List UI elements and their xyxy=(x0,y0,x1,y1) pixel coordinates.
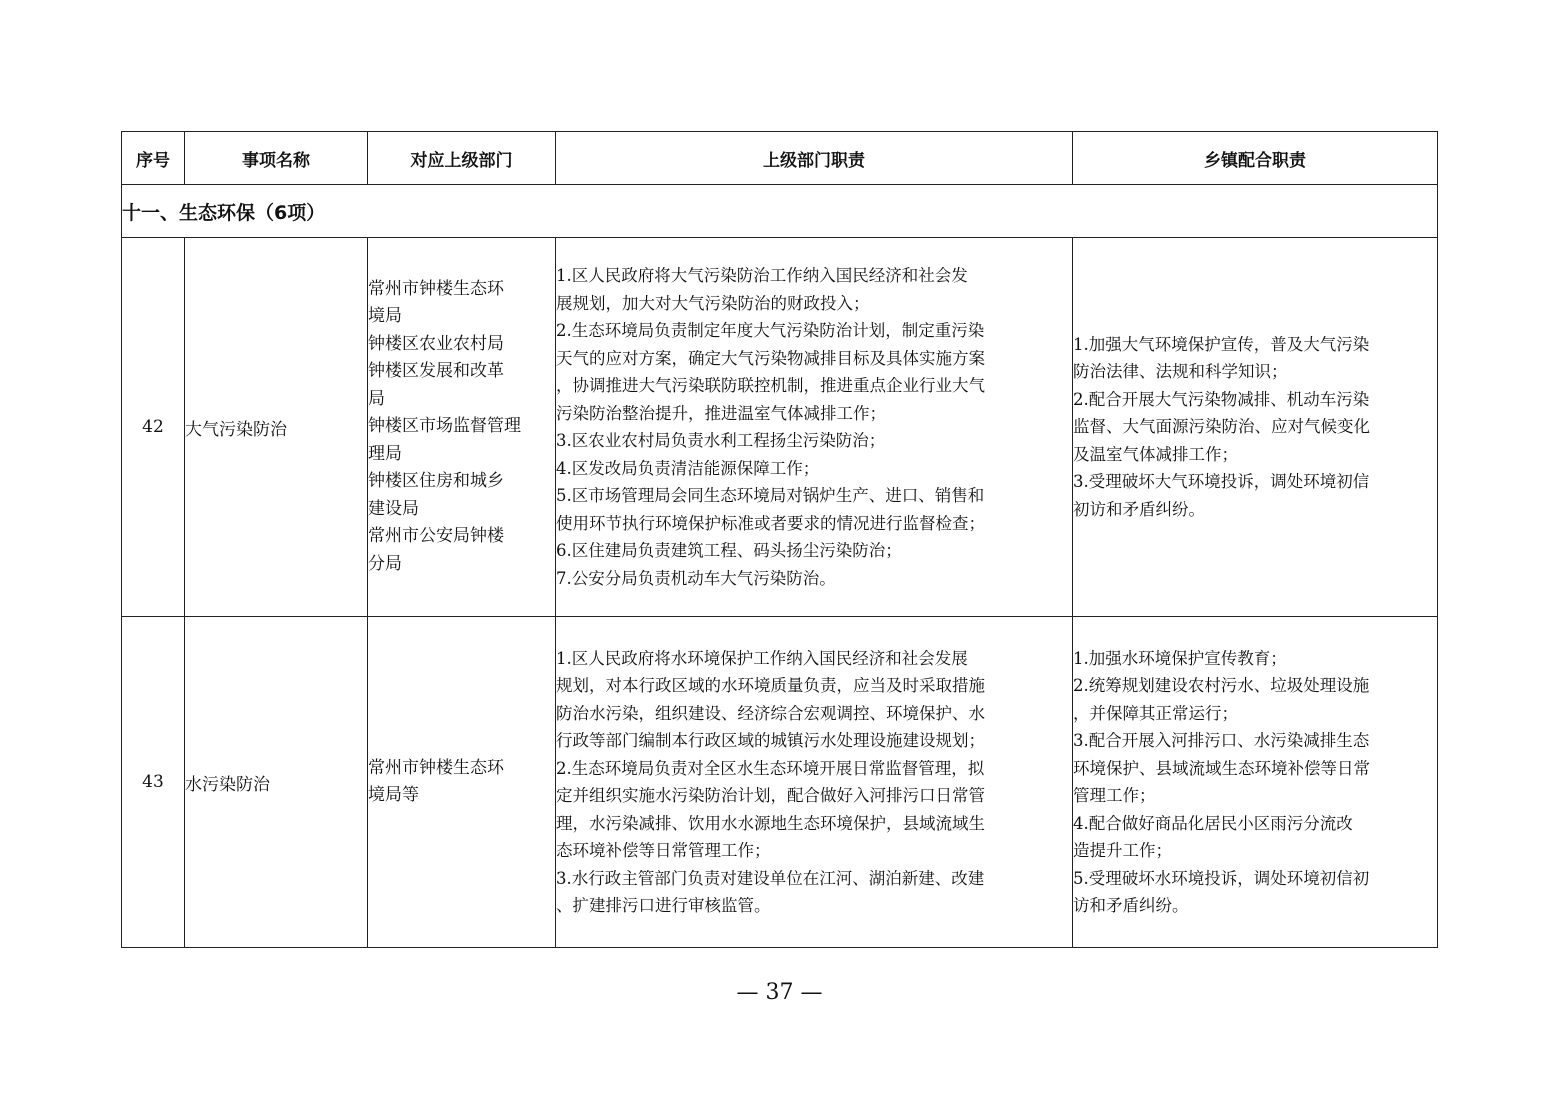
town-duty-line: 造提升工作； xyxy=(1073,841,1172,860)
dept-line: 局 xyxy=(368,388,385,409)
item-name: 大气污染防治 xyxy=(185,238,368,617)
town-duty-line: 初访和矛盾纠纷。 xyxy=(1073,499,1205,519)
section-row xyxy=(122,185,1438,238)
duty-line: 7.公安分局负责机动车大气污染防治。 xyxy=(556,568,836,588)
superior-duties-cell xyxy=(556,617,1073,948)
table-row xyxy=(122,238,1438,617)
duty-line: 防治水污染，组织建设、经济综合宏观调控、环境保护、水 xyxy=(556,703,985,723)
town-duty-line: 4.配合做好商品化居民小区雨污分流改 xyxy=(1073,813,1353,833)
town-duty-line: 1.加强水环境保护宣传教育； xyxy=(1073,648,1287,668)
town-duties-cell xyxy=(1073,238,1438,617)
dept-line: 钟楼区农业农村局 xyxy=(368,333,504,354)
dept-line: 常州市钟楼生态环 xyxy=(368,757,504,778)
dept-line: 建设局 xyxy=(368,498,419,519)
duty-line: 5.区市场管理局会同生态环境局对锅炉生产、进口、销售和 xyxy=(556,486,985,505)
dept-line: 钟楼区住房和城乡 xyxy=(368,471,504,492)
header-item-name: 事项名称 xyxy=(185,132,368,185)
superior-duties-cell xyxy=(556,238,1073,617)
duty-line: 2.生态环境局负责制定年度大气污染防治计划，制定重污染 xyxy=(556,321,985,340)
duty-line: 使用环节执行环境保护标准或者要求的情况进行监督检查； xyxy=(556,513,985,533)
dept-line: 常州市公安局钟楼 xyxy=(368,526,504,547)
duty-line: 3.区农业农村局负责水利工程扬尘污染防治； xyxy=(556,431,886,450)
responsibility-table xyxy=(121,131,1438,948)
duty-line: 天气的应对方案，确定大气污染物减排目标及具体实施方案 xyxy=(556,348,985,368)
page-number: — 37 — xyxy=(736,980,823,1005)
town-duty-line: 3.配合开展入河排污口、水污染减排生态 xyxy=(1073,731,1370,750)
section-title: 十一、生态环保（6项） xyxy=(122,185,1438,238)
duty-line: 态环境补偿等日常管理工作； xyxy=(556,841,771,860)
dept-line: 常州市钟楼生态环 xyxy=(368,278,504,299)
header-town-duties: 乡镇配合职责 xyxy=(1073,132,1438,185)
town-duty-line: 防治法律、法规和科学知识； xyxy=(1073,362,1288,382)
town-duty-line: 访和矛盾纠纷。 xyxy=(1073,896,1189,915)
dept-line: 钟楼区发展和改革 xyxy=(368,361,504,382)
row-number: 43 xyxy=(122,617,185,948)
duty-line: 6.区住建局负责建筑工程、码头扬尘污染防治； xyxy=(556,541,902,560)
item-name: 水污染防治 xyxy=(185,617,368,948)
duty-line: 4.区发改局负责清洁能源保障工作； xyxy=(556,458,820,478)
town-duty-line: 3.受理破坏大气环境投诉，调处环境初信 xyxy=(1073,472,1370,492)
duty-line: 、扩建排污口进行审核监管。 xyxy=(556,896,771,915)
town-duty-line: 环境保护、县域流域生态环境补偿等日常 xyxy=(1073,758,1370,778)
duty-line: 3.水行政主管部门负责对建设单位在江河、湖泊新建、改建 xyxy=(556,868,985,888)
town-duty-line: 管理工作； xyxy=(1073,786,1156,805)
town-duty-line: 2.统筹规划建设农村污水、垃圾处理设施 xyxy=(1073,676,1370,695)
town-duties-cell xyxy=(1073,617,1438,948)
table-header-row xyxy=(122,132,1438,185)
duty-line: 定并组织实施水污染防治计划，配合做好入河排污口日常管 xyxy=(556,786,985,805)
table-row xyxy=(122,617,1438,948)
dept-line: 理局 xyxy=(368,443,402,464)
town-duty-line: 1.加强大气环境保护宣传，普及大气污染 xyxy=(1073,334,1370,354)
duty-line: 理，水污染减排、饮用水水源地生态环境保护，县域流域生 xyxy=(556,813,985,833)
duty-line: 2.生态环境局负责对全区水生态环境开展日常监督管理，拟 xyxy=(556,758,985,778)
dept-line: 境局 xyxy=(368,306,402,327)
duty-line: 展规划，加大对大气污染防治的财政投入； xyxy=(556,293,870,313)
duty-line: 1.区人民政府将水环境保护工作纳入国民经济和社会发展 xyxy=(556,648,968,668)
superior-dept-cell xyxy=(368,617,556,948)
dept-line: 分局 xyxy=(368,553,402,574)
town-duty-line: 5.受理破坏水环境投诉，调处环境初信初 xyxy=(1073,868,1370,888)
duty-line: ，协调推进大气污染联防联控机制，推进重点企业行业大气 xyxy=(556,376,985,395)
duty-line: 行政等部门编制本行政区域的城镇污水处理设施建设规划； xyxy=(556,731,985,750)
superior-dept-cell xyxy=(368,238,556,617)
dept-line: 钟楼区市场监督管理 xyxy=(368,416,521,437)
header-number: 序号 xyxy=(122,132,185,185)
town-duty-line: 2.配合开展大气污染物减排、机动车污染 xyxy=(1073,389,1370,409)
header-superior-duties: 上级部门职责 xyxy=(556,132,1073,185)
duty-line: 污染防治整治提升，推进温室气体减排工作； xyxy=(556,403,886,423)
duty-line: 规划，对本行政区域的水环境质量负责，应当及时采取措施 xyxy=(556,676,985,695)
duty-line: 1.区人民政府将大气污染防治工作纳入国民经济和社会发 xyxy=(556,266,968,285)
town-duty-line: 及温室气体减排工作； xyxy=(1073,444,1238,464)
row-number: 42 xyxy=(122,238,185,617)
header-superior-dept: 对应上级部门 xyxy=(368,132,556,185)
town-duty-line: 监督、大气面源污染防治、应对气候变化 xyxy=(1073,417,1370,437)
town-duty-line: ，并保障其正常运行； xyxy=(1073,703,1238,723)
dept-line: 境局等 xyxy=(368,785,419,805)
